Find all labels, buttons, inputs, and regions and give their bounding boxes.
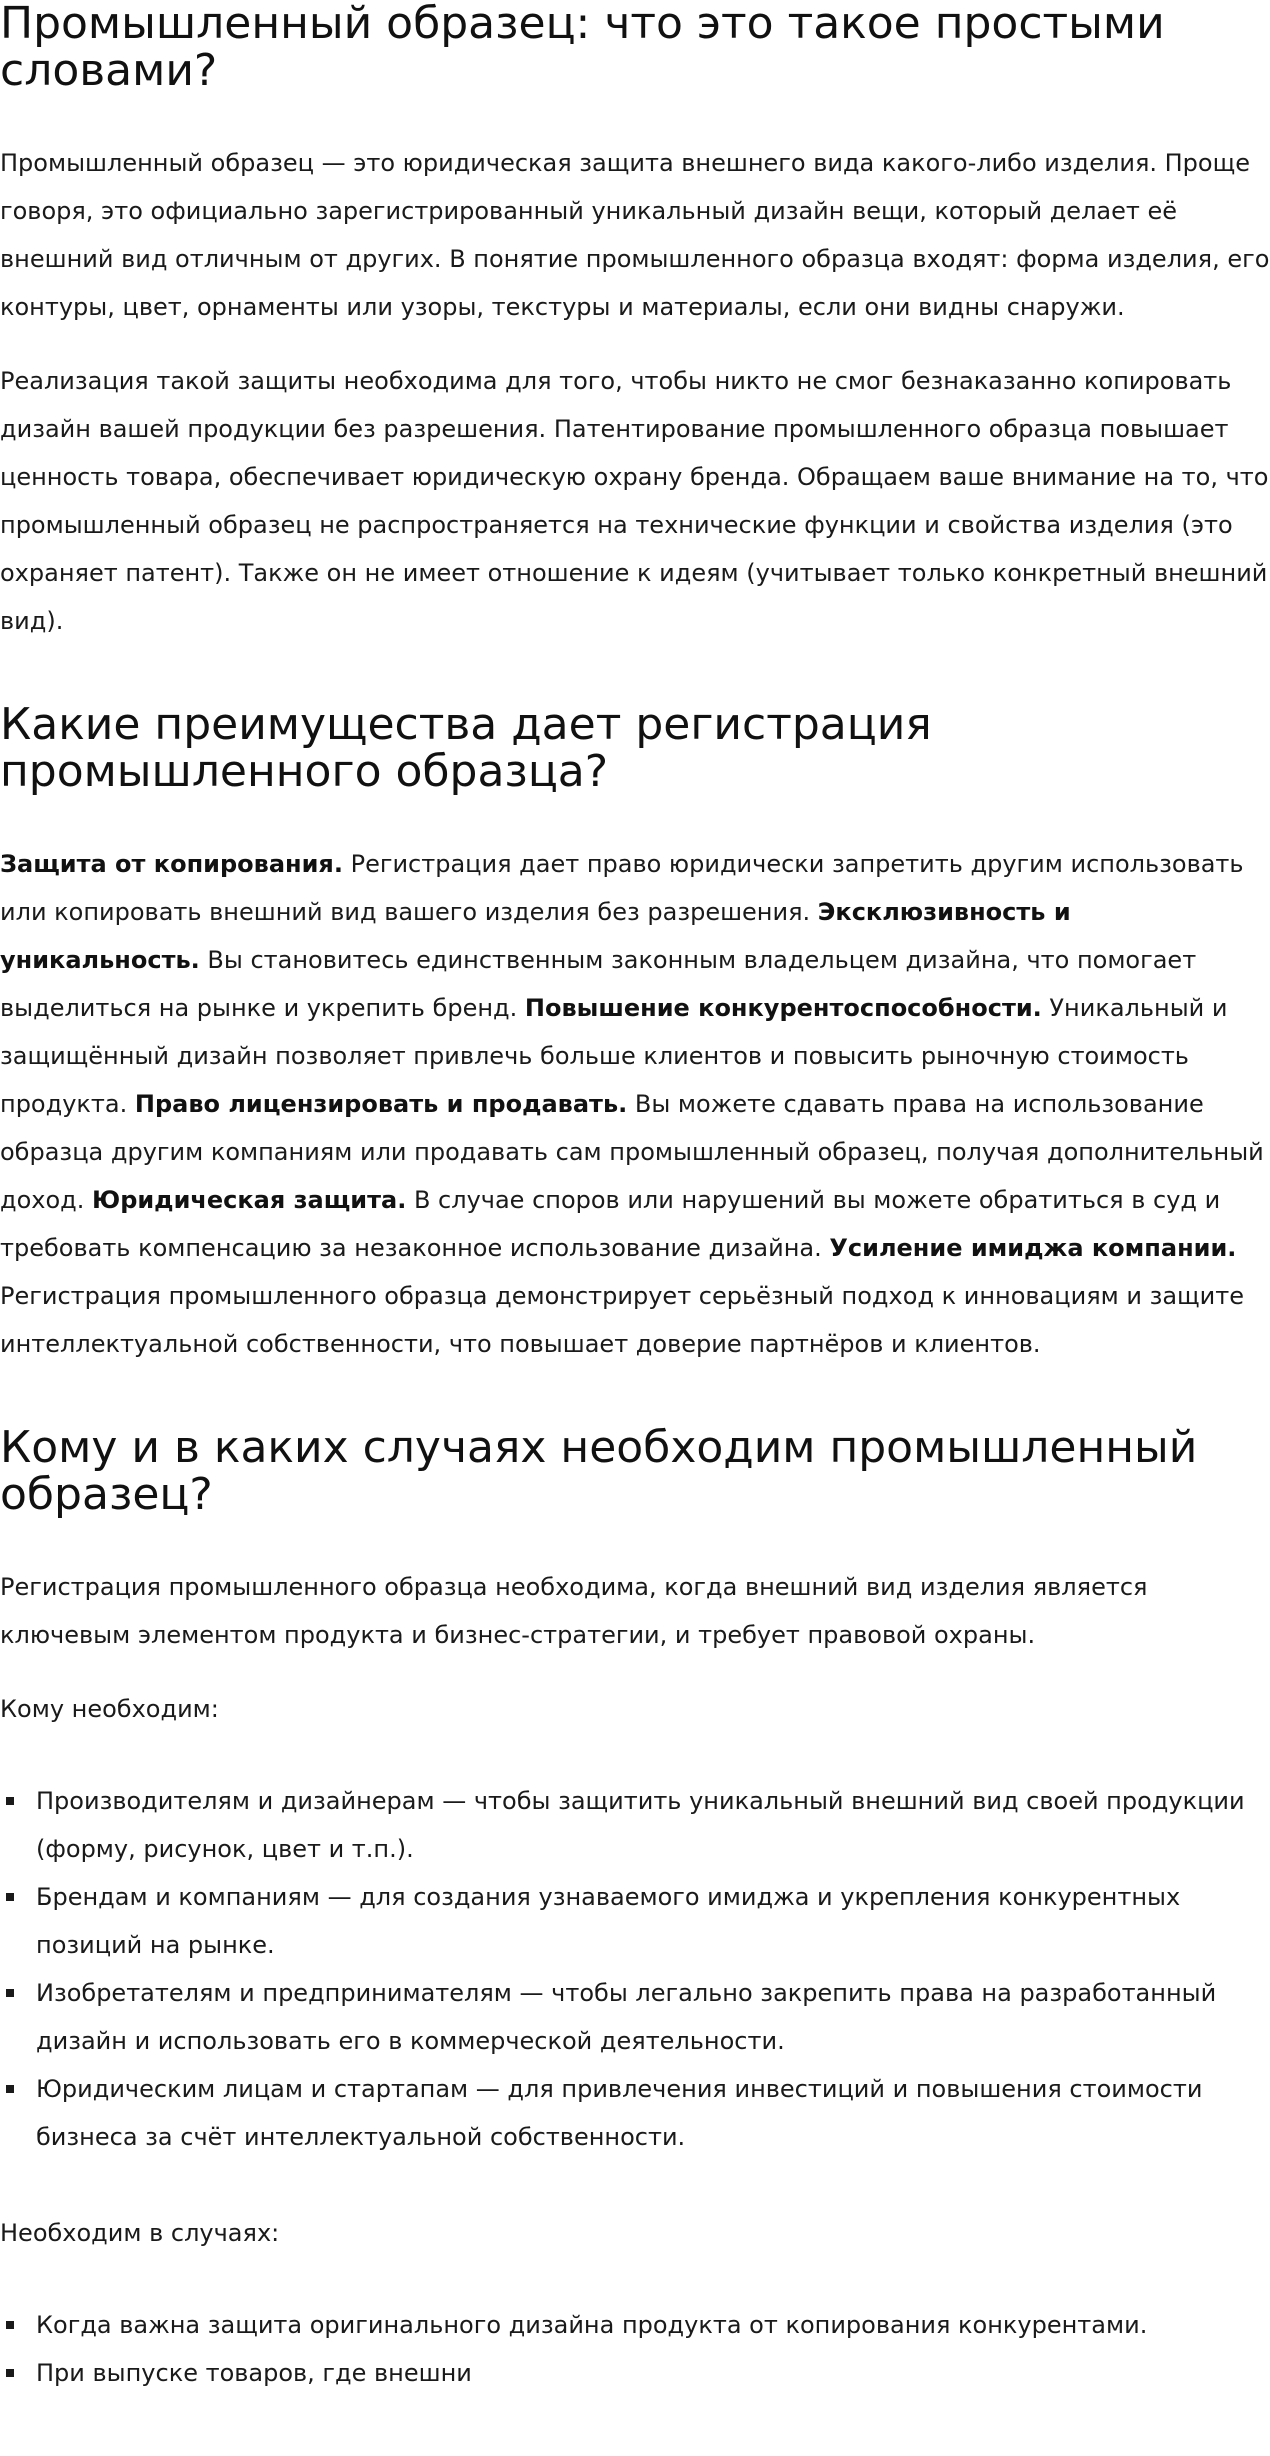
advantage-text-competitiveness: Уникальный и защищённый дизайн позволяет привлечь больше клиентов и повысить рыночную стоимость продукта.	[0, 994, 1228, 1118]
who-list-label: Кому необходим:	[0, 1695, 219, 1723]
cases-list	[0, 2301, 1270, 2397]
advantage-text-exclusivity: Вы становитесь единственным законным владельцем дизайна, что помогает выделиться на рынке и укрепить бренд.	[0, 946, 1197, 1022]
advantage-text-image: Регистрация промышленного образца демонстрирует серьёзный подход к инновациям и защите интеллектуальной собственности, что повышает доверие партнёров и клиентов.	[0, 1282, 1245, 1358]
list-item	[0, 2349, 1270, 2397]
list-item-text: При выпуске товаров, где внешни	[36, 2359, 472, 2387]
square-bullet-icon	[6, 1797, 14, 1805]
list-item-text: Когда важна защита оригинального дизайна продукта от копирования конкурентами.	[36, 2311, 1148, 2339]
advantage-title-exclusivity: Эксклюзивность и уникальность.	[0, 898, 1071, 974]
advantage-title-legal-protection: Юридическая защита.	[92, 1186, 407, 1214]
advantage-title-competitiveness: Повышение конкурентоспособности.	[524, 994, 1042, 1022]
who-intro-paragraph: Регистрация промышленного образца необходима, когда внешний вид изделия является ключевым элементом продукта и бизнес-стратегии, и требует правовой охраны.	[0, 1573, 1148, 1649]
advantage-text-licensing: Вы можете сдавать права на использование образца другим компаниям или продавать сам промышленный образец, получая дополнительный доход.	[0, 1090, 1264, 1214]
who-heading: Кому и в каких случаях необходим промышленный образец?	[0, 1422, 1198, 1520]
list-item	[0, 1777, 1270, 1873]
list-item	[0, 2301, 1270, 2349]
article-title: Промышленный образец: что это такое простыми словами?	[0, 0, 1165, 96]
list-item	[0, 1969, 1270, 2065]
square-bullet-icon	[6, 1989, 14, 1997]
list-item	[0, 1873, 1270, 1969]
advantage-title-copy-protection: Защита от копирования.	[0, 850, 343, 878]
list-item-text: Производителям и дизайнерам — чтобы защитить уникальный внешний вид своей продукции (форму, рисунок, цвет и т.п.).	[36, 1787, 1245, 1863]
intro-paragraph-2: Реализация такой защиты необходима для того, чтобы никто не смог безнаказанно копировать дизайн вашей продукции без разрешения. Патентирование промышленного образца повышает ценность товара, обеспечивает юридическую охрану бренда. Обращаем ваше внимание на то, что промышленный образец не распространяется на технические функции и свойства изделия (это охраняет патент). Также он не имеет отношение к идеям (учитывает только конкретный внешний вид).	[0, 367, 1269, 635]
square-bullet-icon	[6, 2369, 14, 2377]
advantage-text-copy-protection: Регистрация дает право юридически запретить другим использовать или копировать внешний вид вашего изделия без разрешения.	[0, 850, 1244, 926]
advantages-paragraph	[0, 840, 1270, 1368]
square-bullet-icon	[6, 1893, 14, 1901]
list-item-text: Юридическим лицам и стартапам — для привлечения инвестиций и повышения стоимости бизнеса за счёт интеллектуальной собственности.	[36, 2075, 1203, 2151]
who-list	[0, 1777, 1270, 2161]
list-item	[0, 2065, 1270, 2161]
cases-list-label: Необходим в случаях:	[0, 2219, 280, 2247]
square-bullet-icon	[6, 2321, 14, 2329]
advantage-text-legal-protection: В случае споров или нарушений вы можете обратиться в суд и требовать компенсацию за незаконное использование дизайна.	[0, 1186, 1221, 1262]
square-bullet-icon	[6, 2085, 14, 2093]
advantage-title-image: Усиление имиджа компании.	[829, 1234, 1237, 1262]
list-item-text: Изобретателям и предпринимателям — чтобы легально закрепить права на разработанный дизайн и использовать его в коммерческой деятельности.	[36, 1979, 1217, 2055]
list-item-text: Брендам и компаниям — для создания узнаваемого имиджа и укрепления конкурентных позиций на рынке.	[36, 1883, 1181, 1959]
intro-paragraph-1: Промышленный образец — это юридическая защита внешнего вида какого-либо изделия. Проще говоря, это официально зарегистрированный уникальный дизайн вещи, который делает её внешний вид отличным от других. В понятие промышленного образца входят: форма изделия, его контуры, цвет, орнаменты или узоры, текстуры и материалы, если они видны снаружи.	[0, 149, 1270, 321]
advantages-heading: Какие преимущества дает регистрация промышленного образца?	[0, 699, 932, 797]
advantage-title-licensing: Право лицензировать и продавать.	[134, 1090, 628, 1118]
